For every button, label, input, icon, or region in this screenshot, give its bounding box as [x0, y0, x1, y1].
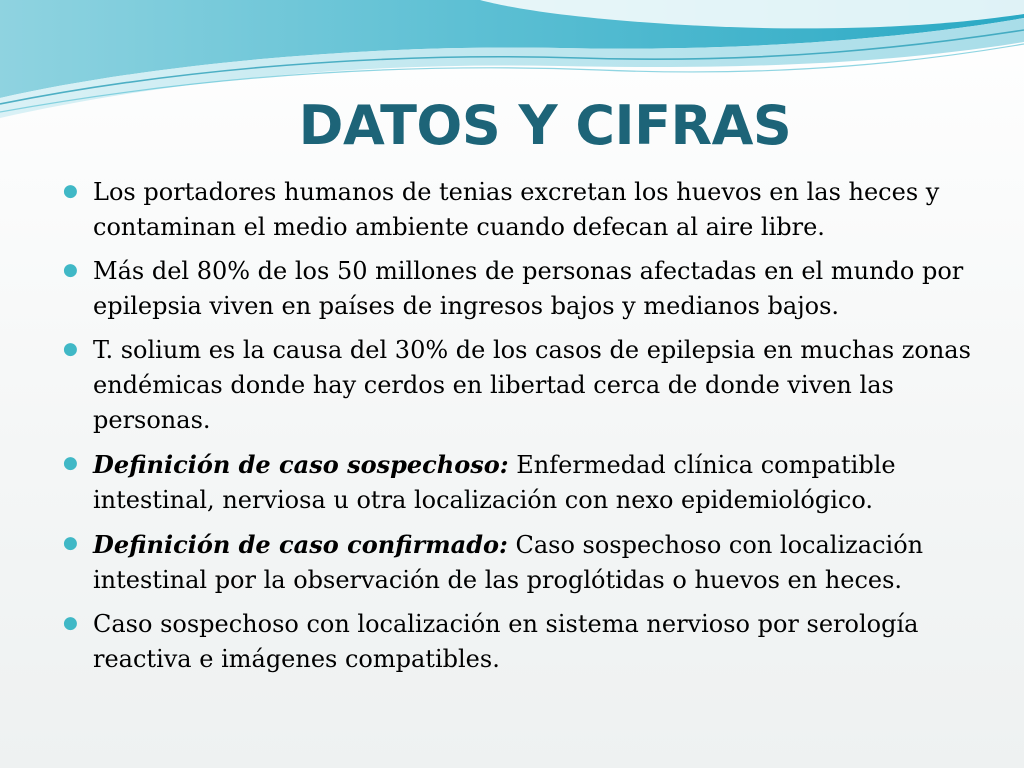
bullet-item — [60, 333, 985, 438]
bullet-text: Caso sospechoso con localización intestinal por la observación de las proglótidas o huevos en heces. — [93, 531, 924, 594]
bullet-dot-icon: ● — [63, 613, 78, 633]
bullet-text: Más del 80% de los 50 millones de personas afectadas en el mundo por epilepsia viven en países de ingresos bajos y medianos bajos. — [93, 257, 964, 320]
slide-title: DATOS Y CIFRAS — [298, 94, 792, 157]
bullet-emphasis: Definición de caso sospechoso: — [93, 450, 509, 479]
bullet-text: T. solium es la causa del 30% de los casos de epilepsia en muchas zonas endémicas donde hay cerdos en libertad cerca de donde viven las personas. — [93, 336, 971, 434]
bullet-dot-icon: ● — [63, 533, 78, 553]
bullet-emphasis: Definición de caso confirmado: — [93, 530, 508, 559]
bullet-text: Caso sospechoso con localización en sistema nervioso por serología reactiva e imágenes compatibles. — [93, 610, 919, 673]
bullet-item — [60, 527, 985, 598]
bullet-dot-icon: ● — [63, 260, 78, 280]
bullet-item — [60, 447, 985, 518]
bullet-text: Los portadores humanos de tenias excretan los huevos en las heces y contaminan el medio ambiente cuando defecan al aire libre. — [93, 178, 940, 241]
bullet-dot-icon: ● — [63, 453, 78, 473]
bullet-item — [60, 607, 985, 677]
bullet-item — [60, 254, 985, 324]
bullet-item — [60, 175, 985, 245]
bullet-text: Enfermedad clínica compatible intestinal, nerviosa u otra localización con nexo epidemiológico. — [93, 451, 896, 514]
bullet-dot-icon: ● — [63, 181, 78, 201]
bullet-list — [60, 175, 985, 686]
bullet-dot-icon: ● — [63, 339, 78, 359]
